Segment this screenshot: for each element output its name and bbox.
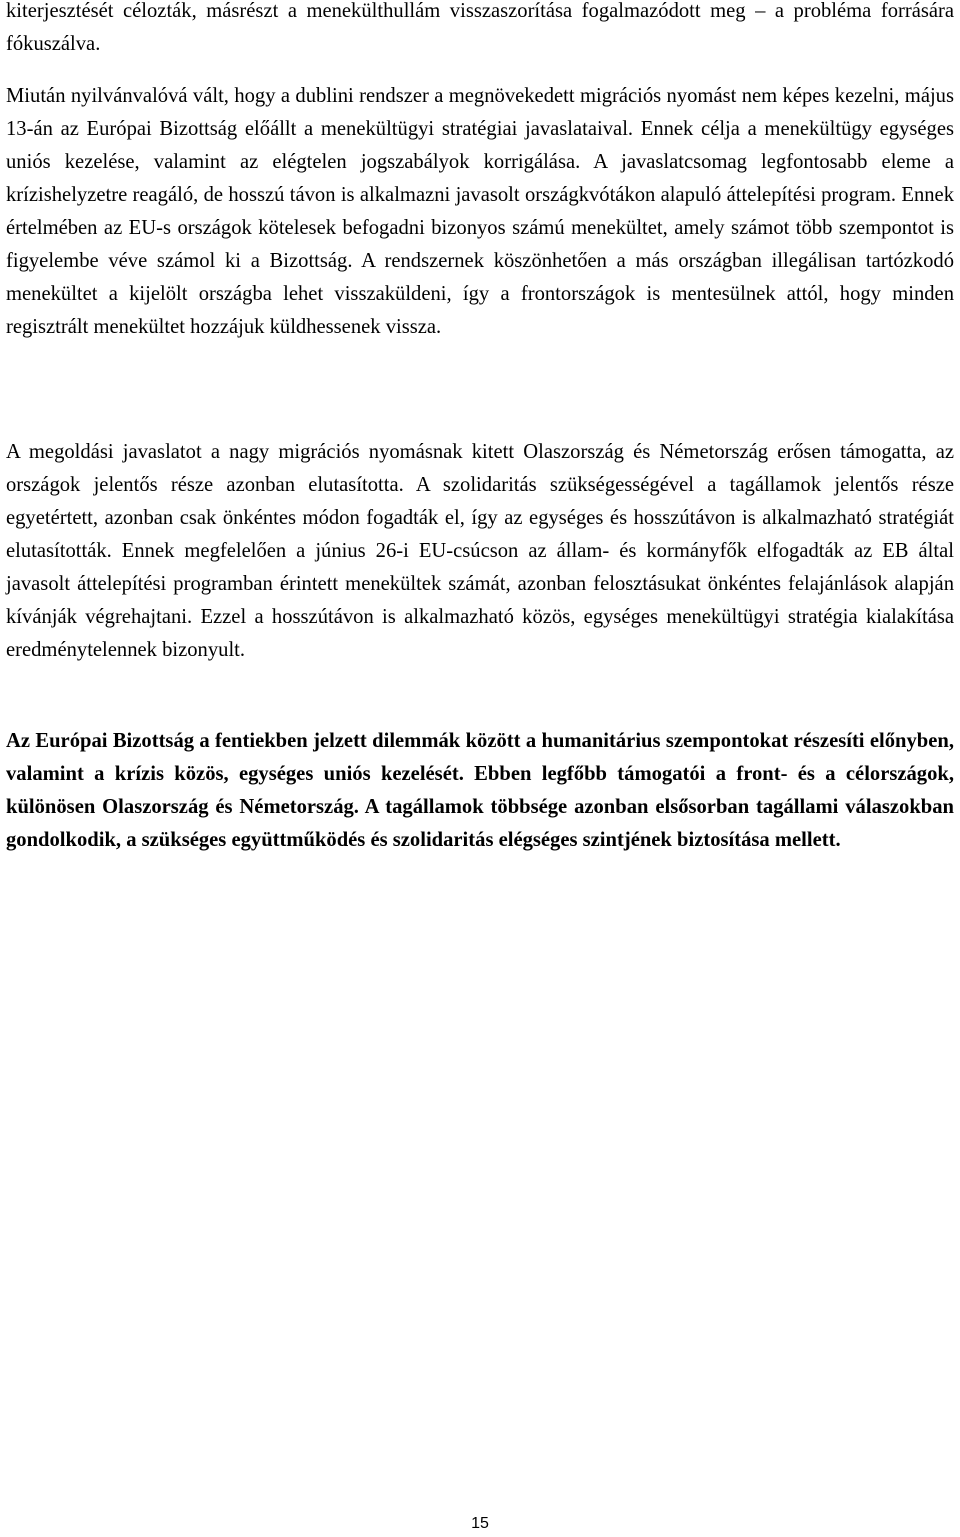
page-number: 15 (471, 1515, 489, 1532)
paragraph-bold-summary: Az Európai Bizottság a fentiekben jelzett dilemmák között a humanitárius szempontokat részesíti előnyben, valamint a krízis közös, egységes uniós kezelését. Ebben legfőbb támogatói a front- és a célországok, különösen Olaszország és Németország. A tagállamok többsége azonban elsősorban tagállami válaszokban gondolkodik, a szükséges együttműködés és szolidaritás elégséges szintjének biztosítása mellett. (6, 730, 954, 851)
paragraph-commission-proposal: Miután nyilvánvalóvá vált, hogy a dublini rendszer a megnövekedett migrációs nyomást nem képes kezelni, május 13-án az Európai Bizottság előállt a menekültügyi stratégiai javaslataival. Ennek célja a menekültügy egységes uniós kezelése, valamint az elégtelen jogszabályok korrigálása. A javaslatcsomag legfontosabb eleme a krízishelyzetre reagáló, de hosszú távon is alkalmazni javasolt országkvótákon alapuló áttelepítési program. Ennek értelmében az EU-s országok kötelesek befogadni bizonyos számú menekültet, amely számot több szempontot is figyelembe véve számol ki a Bizottság. A rendszernek köszönhetően a más országban illegálisan tartózkodó menekültet a kijelölt országba lehet visszaküldeni, így a frontországok is mentesülnek attól, hogy minden regisztrált menekültet hozzájuk küldhessenek vissza. (6, 85, 954, 338)
paragraph-continuation: kiterjesztését célozták, másrészt a menekülthullám visszaszorítása fogalmazódott meg – a probléma forrására fókuszálva. (6, 0, 954, 55)
paragraph-member-state-reactions: A megoldási javaslatot a nagy migrációs nyomásnak kitett Olaszország és Németország erősen támogatta, az országok jelentős része azonban elutasította. A szolidaritás szükségességével a tagállamok jelentős része egyetértett, azonban csak önkéntes módon fogadták el, így az egységes és hosszútávon is alkalmazható stratégiát elutasították. Ennek megfelelően a június 26-i EU-csúcson az állam- és kormányfők elfogadták az EB által javasolt áttelepítési programban érintett menekültek számát, azonban felosztásukat önkéntes felajánlások alapján kívánják végrehajtani. Ezzel a hosszútávon is alkalmazható közös, egységes menekültügyi stratégia kialakítása eredménytelennek bizonyult. (6, 441, 954, 661)
